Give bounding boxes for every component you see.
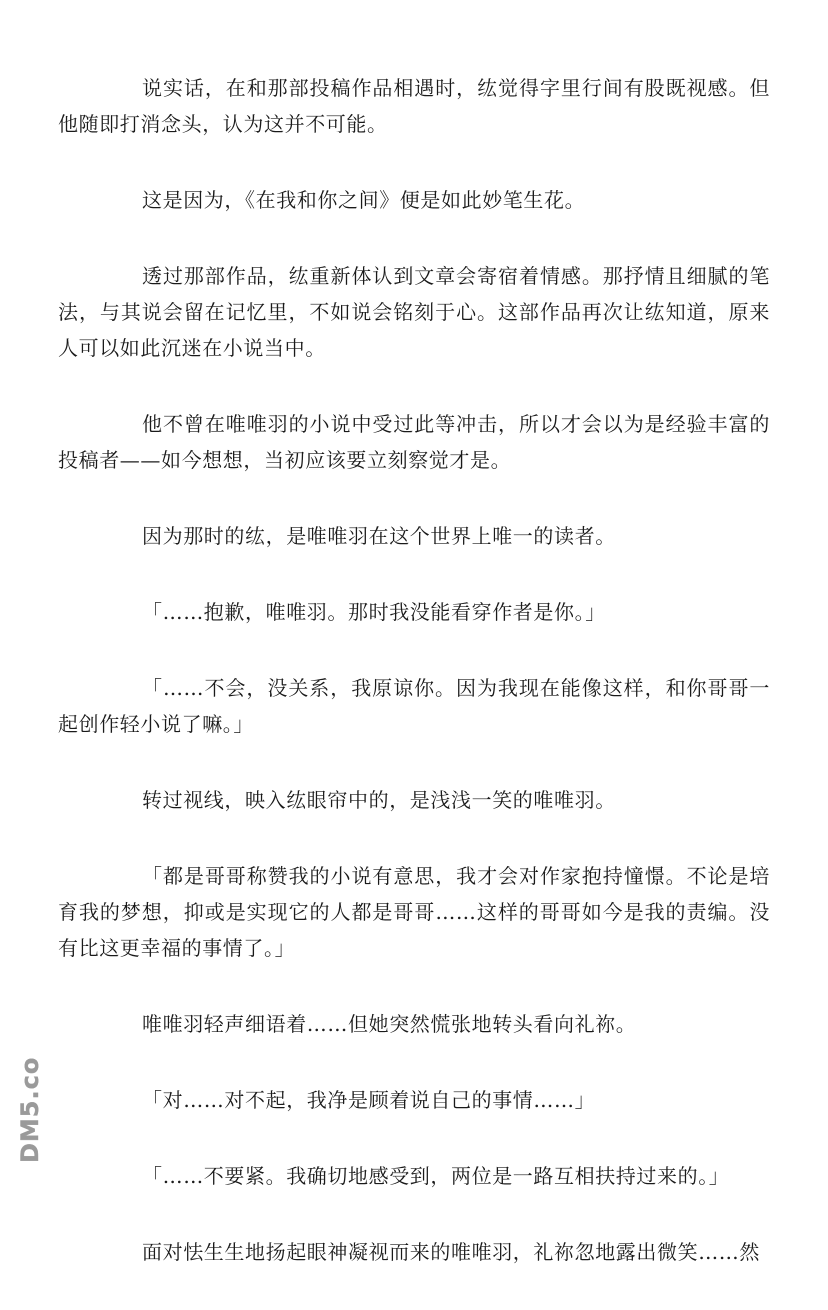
dialog-line-2: 「……不会，没关系，我原谅你。因为我现在能像这样，和你哥哥一起创作轻小说了嘛。」 — [58, 676, 770, 736]
dm5-watermark-logo — [14, 1055, 46, 1167]
dialog-line-1: 「……抱歉，唯唯羽。那时我没能看穿作者是你。」 — [142, 600, 606, 624]
dialog-line-3: 「都是哥哥称赞我的小说有意思，我才会对作家抱持憧憬。不论是培育我的梦想，抑或是实现它的人都是哥哥……这样的哥哥如今是我的责编。没有比这更幸福的事情了。」 — [58, 864, 770, 960]
svg-text:DM5.com: DM5.com — [16, 1055, 44, 1163]
watermark-logo-icon — [14, 1055, 46, 1167]
paragraph-3: 透过那部作品，纮重新体认到文章会寄宿着情感。那抒情且细腻的笔法，与其说会留在记忆里，不如说会铭刻于心。这部作品再次让纮知道，原来人可以如此沉迷在小说当中。 — [58, 264, 770, 360]
paragraph-7: 唯唯羽轻声细语着……但她突然慌张地转头看向礼祢。 — [142, 1012, 637, 1036]
dialog-line-4: 「对……对不起，我净是顾着说自己的事情……」 — [142, 1088, 596, 1112]
document-page — [58, 70, 770, 1310]
paragraph-6: 转过视线，映入纮眼帘中的，是浅浅一笑的唯唯羽。 — [142, 788, 616, 812]
paragraph-5: 因为那时的纮，是唯唯羽在这个世界上唯一的读者。 — [142, 524, 616, 548]
paragraph-4: 他不曾在唯唯羽的小说中受过此等冲击，所以才会以为是经验丰富的投稿者——如今想想，当初应该要立刻察觉才是。 — [58, 412, 770, 472]
paragraph-1: 说实话，在和那部投稿作品相遇时，纮觉得字里行间有股既视感。但他随即打消念头，认为这并不可能。 — [58, 76, 770, 136]
paragraph-2: 这是因为，《在我和你之间》便是如此妙笔生花。 — [142, 188, 586, 212]
paragraph-8: 面对怯生生地扬起眼神凝视而来的唯唯羽，礼祢忽地露出微笑……然 — [142, 1240, 760, 1264]
dialog-line-5: 「……不要紧。我确切地感受到，两位是一路互相扶持过来的。」 — [142, 1164, 730, 1188]
